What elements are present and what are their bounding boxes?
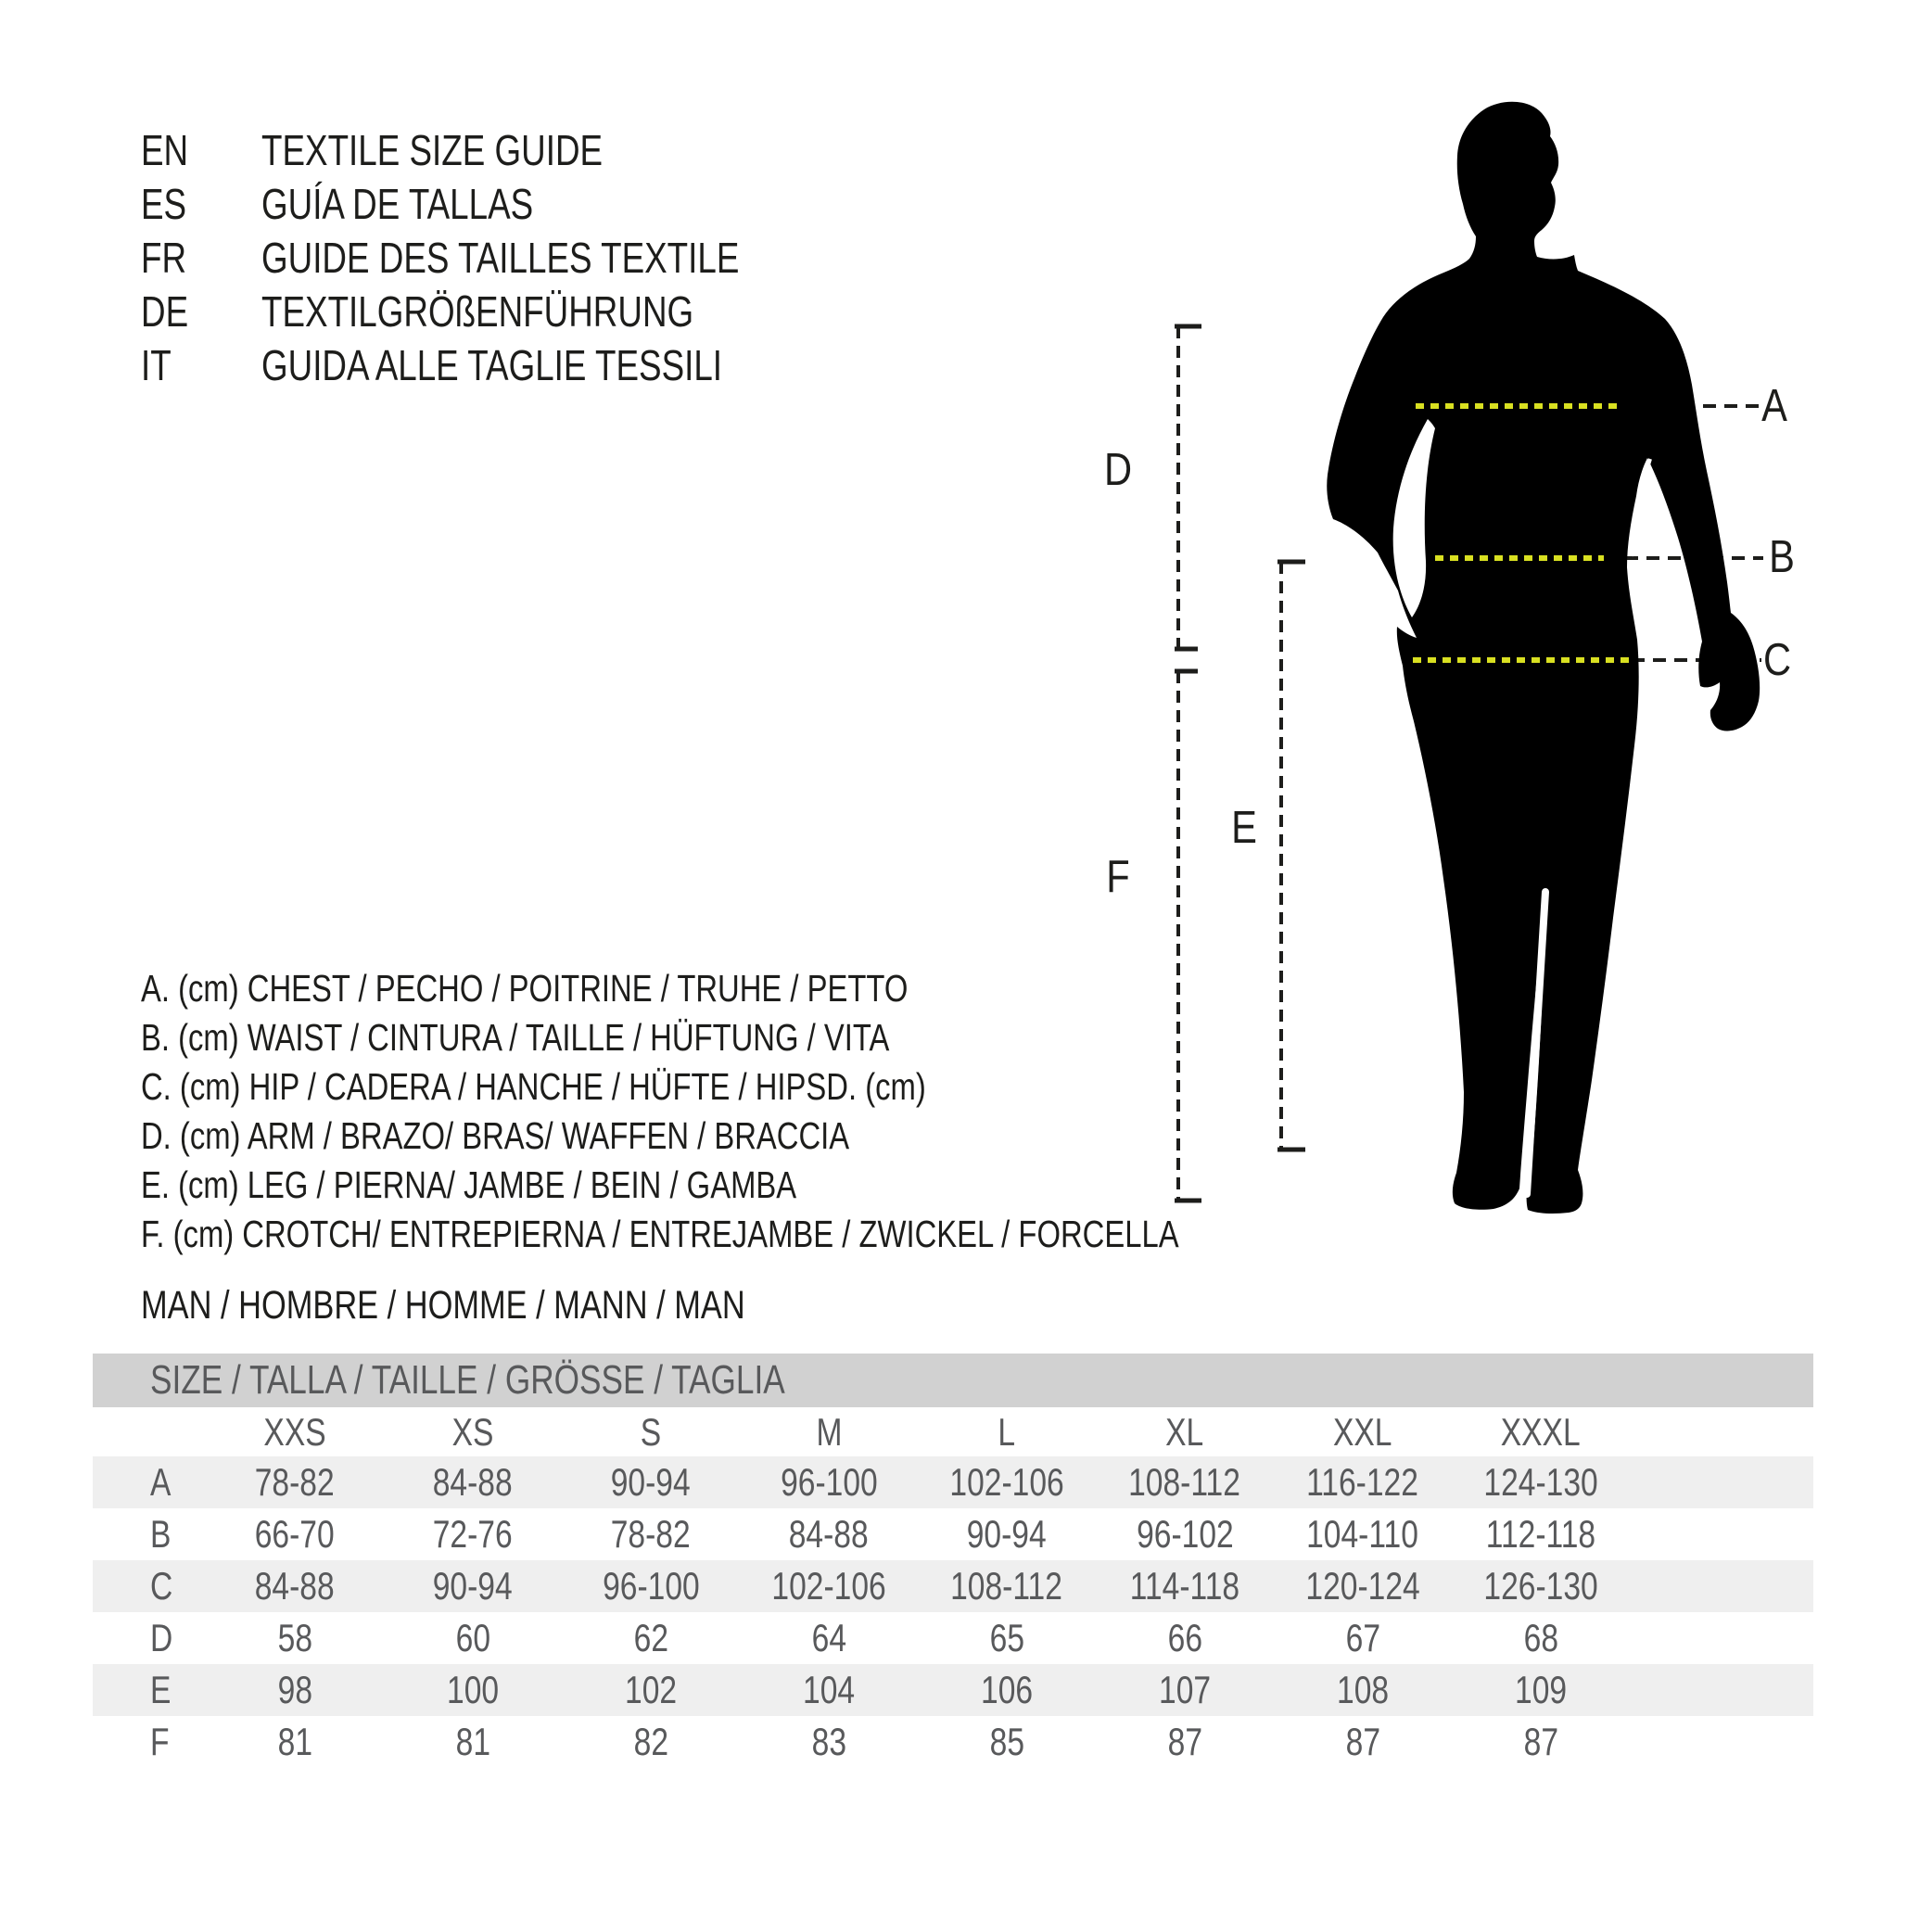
size-value-cell: 112-118 bbox=[1485, 1512, 1596, 1556]
size-value-cell: 67 bbox=[1345, 1616, 1380, 1659]
size-table-title-bar: SIZE / TALLA / TAILLE / GRÖSSE / TAGLIA bbox=[93, 1354, 1813, 1407]
size-value-cell: 78-82 bbox=[255, 1460, 335, 1504]
size-column-header: M bbox=[816, 1410, 842, 1454]
language-title: TEXTILGRÖßENFÜHRUNG bbox=[261, 287, 694, 336]
size-value-cell: 66-70 bbox=[255, 1512, 335, 1556]
size-value-cell: 90-94 bbox=[967, 1512, 1047, 1556]
language-row bbox=[141, 231, 858, 285]
size-value-cell: 84-88 bbox=[789, 1512, 869, 1556]
measurement-legend bbox=[141, 964, 1438, 1259]
language-row bbox=[141, 285, 858, 338]
measurement-definition: F. (cm) CROTCH/ ENTREPIERNA / ENTREJAMBE / ZWICKEL / FORCELLA bbox=[141, 1213, 1179, 1255]
size-value-cell: 104 bbox=[802, 1668, 856, 1711]
table-row bbox=[93, 1508, 1813, 1560]
language-title: TEXTILE SIZE GUIDE bbox=[261, 126, 604, 174]
size-value-cell: 109 bbox=[1514, 1668, 1568, 1711]
size-value-cell: 84-88 bbox=[255, 1564, 335, 1608]
size-value-cell: 100 bbox=[446, 1668, 500, 1711]
size-value-cell: 85 bbox=[989, 1720, 1024, 1763]
language-title: GUÍA DE TALLAS bbox=[261, 180, 534, 228]
row-label: A bbox=[150, 1460, 172, 1504]
language-code: EN bbox=[141, 126, 189, 174]
size-value-cell: 66 bbox=[1167, 1616, 1202, 1659]
size-value-cell: 72-76 bbox=[433, 1512, 513, 1556]
language-code: FR bbox=[141, 234, 187, 282]
size-value-cell: 96-102 bbox=[1136, 1512, 1234, 1556]
language-row bbox=[141, 177, 858, 231]
measurement-definition: A. (cm) CHEST / PECHO / POITRINE / TRUHE / PETTO bbox=[141, 967, 909, 1010]
size-value-cell: 96-100 bbox=[780, 1460, 878, 1504]
size-value-cell: 81 bbox=[277, 1720, 312, 1763]
language-code: ES bbox=[141, 180, 187, 228]
size-value-cell: 107 bbox=[1158, 1668, 1212, 1711]
language-row bbox=[141, 338, 858, 392]
size-column-header: XXS bbox=[263, 1410, 326, 1454]
measurement-definition: B. (cm) WAIST / CINTURA / TAILLE / HÜFTUNG / VITA bbox=[141, 1016, 890, 1059]
size-value-cell: 102-106 bbox=[771, 1564, 886, 1608]
size-value-cell: 102-106 bbox=[949, 1460, 1064, 1504]
size-table bbox=[93, 1354, 1813, 1768]
size-value-cell: 98 bbox=[277, 1668, 312, 1711]
size-column-header: XS bbox=[451, 1410, 494, 1454]
language-title: GUIDA ALLE TAGLIE TESSILI bbox=[261, 341, 723, 389]
figure-label-hip: C bbox=[1762, 635, 1792, 685]
row-label: C bbox=[150, 1564, 173, 1608]
row-label: F bbox=[150, 1720, 170, 1763]
size-value-cell: 87 bbox=[1167, 1720, 1202, 1763]
size-value-cell: 87 bbox=[1523, 1720, 1558, 1763]
size-value-cell: 104-110 bbox=[1306, 1512, 1419, 1556]
size-value-cell: 108-112 bbox=[950, 1564, 1063, 1608]
size-value-cell: 78-82 bbox=[611, 1512, 691, 1556]
size-value-cell: 108 bbox=[1336, 1668, 1390, 1711]
figure-label-arm: D bbox=[1103, 445, 1133, 495]
category-line: MAN / HOMBRE / HOMME / MANN / MAN bbox=[141, 1283, 745, 1328]
figure-label-leg: E bbox=[1231, 803, 1257, 853]
size-value-cell: 82 bbox=[633, 1720, 668, 1763]
measurement-definition: D. (cm) ARM / BRAZO/ BRAS/ WAFFEN / BRACCIA bbox=[141, 1114, 850, 1157]
size-column-header: XL bbox=[1165, 1410, 1204, 1454]
size-column-header: S bbox=[640, 1410, 662, 1454]
size-value-cell: 126-130 bbox=[1483, 1564, 1598, 1608]
size-columns-row bbox=[93, 1407, 1813, 1456]
row-label: B bbox=[150, 1512, 172, 1556]
size-value-cell: 120-124 bbox=[1305, 1564, 1420, 1608]
size-value-cell: 60 bbox=[455, 1616, 490, 1659]
size-table-body bbox=[93, 1456, 1813, 1768]
measurement-definition: E. (cm) LEG / PIERNA/ JAMBE / BEIN / GAMBA bbox=[141, 1163, 797, 1206]
figure-label-chest: A bbox=[1761, 381, 1787, 431]
table-row bbox=[93, 1612, 1813, 1664]
size-value-cell: 83 bbox=[811, 1720, 846, 1763]
size-value-cell: 84-88 bbox=[433, 1460, 513, 1504]
size-value-cell: 114-118 bbox=[1129, 1564, 1240, 1608]
size-value-cell: 64 bbox=[811, 1616, 846, 1659]
size-value-cell: 96-100 bbox=[602, 1564, 700, 1608]
language-code: DE bbox=[141, 287, 189, 336]
measurement-definition: C. (cm) HIP / CADERA / HANCHE / HÜFTE / HIPSD. (cm) bbox=[141, 1065, 926, 1108]
size-column-header: XXXL bbox=[1501, 1410, 1581, 1454]
table-row bbox=[93, 1664, 1813, 1716]
table-row bbox=[93, 1716, 1813, 1768]
size-column-header: L bbox=[998, 1410, 1016, 1454]
size-value-cell: 62 bbox=[633, 1616, 668, 1659]
language-title-list bbox=[141, 123, 858, 392]
table-row bbox=[93, 1560, 1813, 1612]
size-value-cell: 68 bbox=[1523, 1616, 1558, 1659]
size-value-cell: 108-112 bbox=[1128, 1460, 1241, 1504]
figure-label-crotch: F bbox=[1106, 852, 1130, 902]
row-label: D bbox=[150, 1616, 173, 1659]
table-row bbox=[93, 1456, 1813, 1508]
size-value-cell: 90-94 bbox=[611, 1460, 691, 1504]
language-title: GUIDE DES TAILLES TEXTILE bbox=[261, 234, 740, 282]
size-value-cell: 58 bbox=[277, 1616, 312, 1659]
language-row bbox=[141, 123, 858, 177]
size-value-cell: 90-94 bbox=[433, 1564, 513, 1608]
size-value-cell: 116-122 bbox=[1306, 1460, 1419, 1504]
size-value-cell: 81 bbox=[455, 1720, 490, 1763]
row-label: E bbox=[150, 1668, 172, 1711]
size-value-cell: 106 bbox=[980, 1668, 1034, 1711]
size-value-cell: 102 bbox=[624, 1668, 678, 1711]
language-code: IT bbox=[141, 341, 172, 389]
size-value-cell: 124-130 bbox=[1483, 1460, 1598, 1504]
size-value-cell: 65 bbox=[989, 1616, 1024, 1659]
size-value-cell: 87 bbox=[1345, 1720, 1380, 1763]
figure-label-waist: B bbox=[1769, 532, 1795, 582]
size-column-header: XXL bbox=[1333, 1410, 1392, 1454]
